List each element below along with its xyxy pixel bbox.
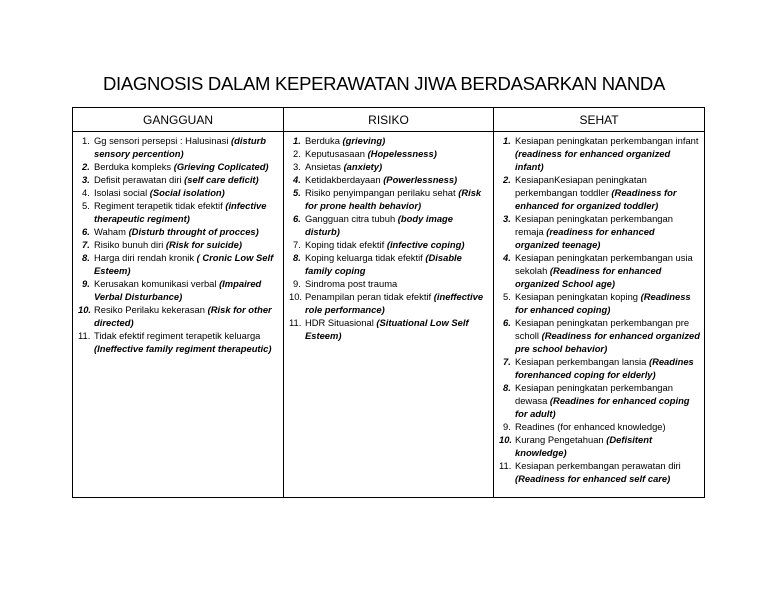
- item-english-term: (Risk for prone health behavior): [305, 187, 482, 211]
- list-item: [287, 147, 490, 160]
- item-english-term: (Powerlessness): [383, 174, 458, 185]
- item-english-term: (Grieving Coplicated): [173, 161, 269, 172]
- item-english-term: (Readiness for enhanced coping): [515, 291, 691, 315]
- list-item: [287, 277, 490, 290]
- item-number: 7.: [293, 239, 301, 250]
- item-number: 4.: [82, 187, 90, 198]
- list-item: [497, 316, 701, 355]
- item-english-term: (self care deficit): [184, 174, 259, 185]
- item-english-term: (Risk for other directed): [94, 304, 272, 328]
- item-text: KesiapanKesiapan peningkatan perkembangan toddler: [515, 174, 647, 198]
- list-item: [287, 160, 490, 173]
- item-number: 6.: [293, 213, 301, 224]
- item-text: Risiko bunuh diri: [94, 239, 166, 250]
- item-english-term: (grieving): [342, 135, 386, 146]
- item-text: Waham: [94, 226, 129, 237]
- list-item: [497, 420, 701, 433]
- list-item: [497, 212, 701, 251]
- content-row: [73, 132, 705, 498]
- item-number: 8.: [82, 252, 90, 263]
- item-english-term: (ineffective role performance): [305, 291, 484, 315]
- item-english-term: (Readines for enhanced coping for adult): [515, 395, 690, 419]
- list-item: [76, 225, 280, 238]
- item-english-term: (Disturb throught of procces): [128, 226, 259, 237]
- item-number: 1.: [503, 135, 511, 146]
- list-risiko: [287, 134, 490, 342]
- item-text: Gangguan citra tubuh: [305, 213, 398, 224]
- item-text: Regiment terapetik tidak efektif: [94, 200, 226, 211]
- item-number: 5.: [293, 187, 301, 198]
- item-english-term: (Hopelessness): [367, 148, 437, 159]
- list-item: [76, 186, 280, 199]
- list-item: [76, 160, 280, 173]
- cell-sehat: [494, 132, 705, 498]
- item-english-term: (infective therapeutic regiment): [94, 200, 267, 224]
- list-item: [287, 251, 490, 277]
- header-row: [73, 108, 705, 132]
- list-item: [76, 303, 280, 329]
- list-item: [497, 355, 701, 381]
- item-text: Kurang Pengetahuan: [515, 434, 607, 445]
- list-item: [76, 251, 280, 277]
- item-text: Gg sensori persepsi : Halusinasi: [94, 135, 232, 146]
- item-text: Berduka: [305, 135, 343, 146]
- list-item: [497, 433, 701, 459]
- list-item: [497, 290, 701, 316]
- item-text: Kerusakan komunikasi verbal: [94, 278, 220, 289]
- item-english-term: (anxiety): [343, 161, 383, 172]
- item-number: 9.: [293, 278, 301, 289]
- list-item: [497, 251, 701, 290]
- list-item: [497, 134, 701, 173]
- list-item: [287, 212, 490, 238]
- item-text: Tidak efektif regiment terapetik keluarga: [94, 330, 261, 341]
- item-english-term: (infective coping): [386, 239, 465, 250]
- item-text: Risiko penyimpangan perilaku sehat: [305, 187, 459, 198]
- list-item: [497, 381, 701, 420]
- item-english-term: (Readiness for enhanced for organized toddler): [515, 187, 677, 211]
- item-text: Kesiapan peningkatan perkembangan pre scholl: [515, 317, 690, 341]
- item-text: Ketidakberdayaan: [305, 174, 384, 185]
- item-english-term: (readiness for enhanced organized teenage): [515, 226, 655, 250]
- item-number: 10.: [289, 291, 303, 302]
- item-text: Defisit perawatan diri: [94, 174, 185, 185]
- item-english-term: (Disable family coping: [305, 252, 462, 276]
- list-item: [287, 238, 490, 251]
- item-english-term: (Readines forenhanced coping for elderly): [515, 356, 694, 380]
- list-item: [497, 173, 701, 212]
- item-english-term: (Readiness for enhanced organized School age): [515, 265, 662, 289]
- item-english-term: (readiness for enhanced organized infant): [515, 148, 671, 172]
- list-item: [76, 329, 280, 355]
- item-text: Kesiapan peningkatan koping: [515, 291, 641, 302]
- item-text: Koping tidak efektif: [305, 239, 387, 250]
- item-number: 4.: [293, 174, 301, 185]
- item-text: HDR Situasional: [305, 317, 377, 328]
- item-english-term: (Risk for suicide): [165, 239, 242, 250]
- item-english-term: ( Cronic Low Self Esteem): [94, 252, 274, 276]
- item-text: Resiko Perilaku kekerasan: [94, 304, 208, 315]
- item-number: 3.: [82, 174, 90, 185]
- item-text: Ansietas: [305, 161, 344, 172]
- item-english-term: (Social isolation): [149, 187, 225, 198]
- item-number: 6.: [503, 317, 511, 328]
- item-text: Penampilan peran tidak efektif: [305, 291, 434, 302]
- item-text: Kesiapan peningkatan perkembangan remaja: [515, 213, 673, 237]
- item-text: Koping keluarga tidak efektif: [305, 252, 426, 263]
- list-gangguan: [76, 134, 280, 355]
- list-item: [76, 238, 280, 251]
- item-text: Keputusasaan: [305, 148, 368, 159]
- item-text: Isolasi social: [94, 187, 150, 198]
- item-english-term: (Defisitent knowledge): [515, 434, 653, 458]
- item-text: Harga diri rendah kronik: [94, 252, 197, 263]
- item-number: 5.: [503, 291, 511, 302]
- cell-risiko: [284, 132, 494, 498]
- item-english-term: (body image disturb): [305, 213, 453, 237]
- column-header-risiko: RISIKO: [284, 108, 494, 132]
- item-english-term: (Readiness for enhanced organized pre school behavior): [515, 330, 700, 354]
- item-text: Kesiapan peningkatan perkembangan dewasa: [515, 382, 673, 406]
- list-item: [287, 134, 490, 147]
- item-number: 1.: [82, 135, 90, 146]
- list-item: [287, 316, 490, 342]
- list-item: [287, 290, 490, 316]
- list-item: [76, 173, 280, 186]
- item-text: Sindroma post trauma: [305, 278, 398, 289]
- document-title: DIAGNOSIS DALAM KEPERAWATAN JIWA BERDASARKAN NANDA: [102, 73, 666, 94]
- list-item: [287, 173, 490, 186]
- list-item: [76, 199, 280, 225]
- item-number: 11.: [289, 317, 302, 328]
- item-number: 11.: [78, 330, 91, 341]
- item-number: 9.: [503, 421, 511, 432]
- column-header-gangguan: GANGGUAN: [73, 108, 284, 132]
- item-number: 7.: [82, 239, 90, 250]
- cell-gangguan: [73, 132, 284, 498]
- list-item: [287, 186, 490, 212]
- item-number: 9.: [82, 278, 90, 289]
- list-item: [497, 459, 701, 485]
- item-number: 5.: [82, 200, 90, 211]
- list-item: [76, 134, 280, 160]
- diagnosis-table: [72, 107, 705, 498]
- item-text: Kesiapan peningkatan perkembangan infant: [515, 135, 699, 146]
- item-number: 7.: [503, 356, 511, 367]
- item-number: 2.: [293, 148, 301, 159]
- item-number: 4.: [503, 252, 511, 263]
- item-text: Kesiapan perkembangan lansia: [515, 356, 649, 367]
- item-number: 8.: [293, 252, 301, 263]
- item-text: Kesiapan peningkatan perkembangan usia sekolah: [515, 252, 693, 276]
- list-sehat: [497, 134, 701, 485]
- item-number: 10.: [499, 434, 513, 445]
- item-english-term: (Impaired Verbal Disturbance): [94, 278, 262, 302]
- item-number: 11.: [499, 460, 512, 471]
- item-text: Berduka kompleks: [94, 161, 174, 172]
- item-number: 10.: [78, 304, 92, 315]
- item-number: 2.: [503, 174, 511, 185]
- item-number: 8.: [503, 382, 511, 393]
- item-english-term: (Ineffective family regiment therapeutic): [94, 343, 272, 354]
- item-text: Kesiapan perkembangan perawatan diri: [515, 460, 681, 471]
- item-number: 6.: [82, 226, 90, 237]
- column-header-sehat: SEHAT: [494, 108, 705, 132]
- item-english-term: (disturb sensory percention): [94, 135, 266, 159]
- item-number: 1.: [293, 135, 301, 146]
- item-text: Readines (for enhanced knowledge): [515, 421, 666, 432]
- item-number: 3.: [503, 213, 511, 224]
- item-english-term: (Readiness for enhanced self care): [515, 473, 671, 484]
- item-number: 2.: [82, 161, 90, 172]
- list-item: [76, 277, 280, 303]
- item-english-term: (Situational Low Self Esteem): [305, 317, 469, 341]
- item-number: 3.: [293, 161, 301, 172]
